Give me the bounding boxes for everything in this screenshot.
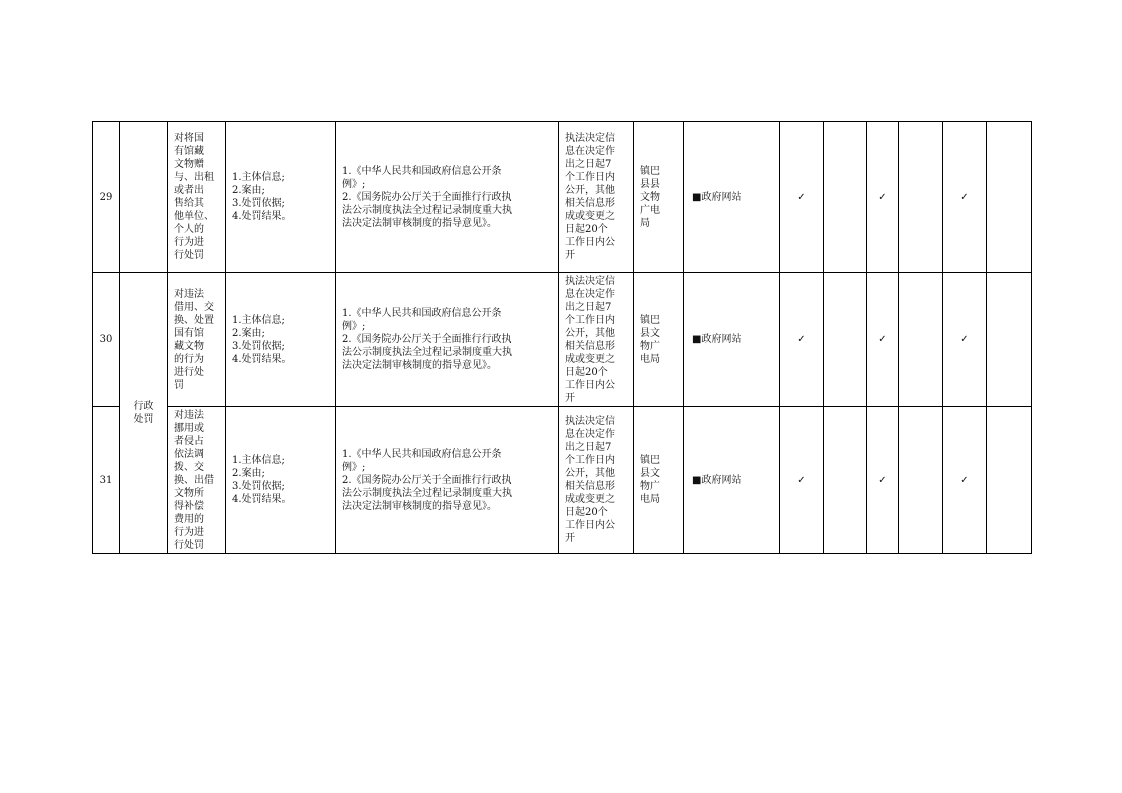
- period-line: 开: [565, 250, 575, 261]
- period-line: 出之日起7: [565, 301, 612, 313]
- basis-line: 2.《国务院办公厅关于全面推行行政执: [342, 191, 512, 203]
- dept-line: 电局: [640, 494, 660, 505]
- period-line: 公开，其他: [565, 185, 615, 196]
- dept-line: 县文: [640, 468, 660, 479]
- basis-line: 法决定法制审核制度的指导意见》。: [342, 217, 497, 229]
- content-line: 3.处罚依据;: [232, 198, 285, 209]
- basis-line: 法公示制度执法全过程记录制度重大执: [342, 204, 512, 216]
- check-mark-icon: ✓: [780, 273, 824, 407]
- period-line: 个工作日内: [565, 455, 615, 466]
- content-line: 3.处罚依据;: [232, 340, 285, 352]
- responsible-department: [634, 273, 684, 407]
- black-square-icon: ■: [692, 191, 702, 203]
- dept-line: 电局: [640, 353, 660, 365]
- empty-cell: [987, 407, 1032, 554]
- period-line: 息在决定作: [565, 146, 615, 157]
- period-line: 息在决定作: [565, 288, 615, 300]
- check-mark-icon: ✓: [867, 273, 899, 407]
- disclosure-channel: [684, 407, 780, 554]
- dept-line: 物广: [640, 481, 660, 492]
- responsible-department: [634, 407, 684, 554]
- item-name: 对将国 有馆藏 文物赠 与、出租 或者出 售给其 他单位、 个人的 行为进 行处罚: [168, 122, 226, 273]
- period-line: 日起20个: [565, 507, 608, 518]
- check-mark-icon: ✓: [780, 407, 824, 554]
- dept-line: 镇巴: [640, 455, 660, 466]
- check-mark-icon: ✓: [943, 273, 987, 407]
- basis-line: 1.《中华人民共和国政府信息公开条: [342, 448, 502, 460]
- period-line: 成或变更之: [565, 211, 615, 222]
- empty-cell: [899, 273, 943, 407]
- disclosure-channel: [684, 273, 780, 407]
- period-line: 执法决定信: [565, 275, 615, 287]
- period-line: 出之日起7: [565, 159, 612, 170]
- period-line: 息在决定作: [565, 429, 615, 440]
- empty-cell: [899, 122, 943, 273]
- period-line: 出之日起7: [565, 442, 612, 453]
- period-line: 公开，其他: [565, 327, 615, 339]
- period-line: 开: [565, 392, 575, 404]
- period-line: 工作日内公: [565, 237, 615, 248]
- row-number: 31: [93, 407, 120, 554]
- basis-line: 法决定法制审核制度的指导意见》。: [342, 500, 497, 512]
- dept-line: 县文: [640, 327, 660, 339]
- content-line: 3.处罚依据;: [232, 481, 285, 492]
- empty-cell: [987, 122, 1032, 273]
- content-line: 4.处罚结果。: [232, 494, 292, 505]
- row-number: 29: [93, 122, 120, 273]
- content-line: 1.主体信息;: [232, 455, 285, 466]
- empty-cell: [899, 407, 943, 554]
- content-line: 2.案由;: [232, 468, 265, 479]
- item-name: 对违法 借用、交 换、处置 国有馆 藏文物 的行为 进行处 罚: [168, 273, 226, 407]
- dept-line: 镇巴: [640, 165, 660, 177]
- item-name: 对违法 挪用或 者侵占 依法调 拨、交 换、出借 文物所 得补偿 费用的 行为进 行处罚: [168, 407, 226, 554]
- basis-line: 法决定法制审核制度的指导意见》。: [342, 360, 497, 371]
- dept-line: 县县: [640, 178, 660, 190]
- disclosure-basis: [336, 407, 559, 554]
- basis-line: 法公示制度执法全过程记录制度重大执: [342, 347, 512, 358]
- check-mark-icon: ✓: [943, 122, 987, 273]
- dept-line: 镇巴: [640, 314, 660, 326]
- content-line: 4.处罚结果。: [232, 353, 292, 365]
- category-line: 行政: [133, 401, 154, 412]
- period-line: 成或变更之: [565, 494, 615, 505]
- category-line: 处罚: [133, 414, 154, 425]
- dept-line: 局: [640, 217, 650, 229]
- period-line: 日起20个: [565, 224, 608, 235]
- disclosure-content: [226, 122, 336, 273]
- disclosure-period: [559, 273, 634, 407]
- empty-cell: [987, 273, 1032, 407]
- category-cell-empty: [120, 122, 168, 273]
- period-line: 工作日内公: [565, 520, 615, 531]
- basis-line: 例》;: [342, 461, 366, 473]
- content-line: 1.主体信息;: [232, 172, 285, 183]
- period-line: 执法决定信: [565, 133, 615, 144]
- black-square-icon: ■: [692, 474, 702, 486]
- basis-line: 例》;: [342, 178, 366, 190]
- disclosure-period: [559, 122, 634, 273]
- check-mark-icon: ✓: [867, 407, 899, 554]
- period-line: 公开，其他: [565, 468, 615, 479]
- disclosure-channel: [684, 122, 780, 273]
- channel-label: 政府网站: [701, 191, 742, 203]
- dept-line: 文物: [640, 191, 660, 203]
- content-line: 2.案由;: [232, 185, 265, 196]
- content-line: 4.处罚结果。: [232, 211, 292, 222]
- table-row: [93, 273, 1032, 407]
- period-line: 日起20个: [565, 366, 608, 378]
- table-row: [93, 122, 1032, 273]
- disclosure-basis: [336, 273, 559, 407]
- basis-line: 1.《中华人民共和国政府信息公开条: [342, 308, 502, 319]
- period-line: 成或变更之: [565, 353, 615, 365]
- empty-cell: [824, 273, 867, 407]
- period-line: 工作日内公: [565, 379, 615, 391]
- disclosure-content: [226, 407, 336, 554]
- disclosure-basis: [336, 122, 559, 273]
- period-line: 相关信息形: [565, 481, 615, 492]
- responsible-department: [634, 122, 684, 273]
- category-cell: [120, 273, 168, 554]
- content-line: 2.案由;: [232, 327, 265, 339]
- basis-line: 2.《国务院办公厅关于全面推行行政执: [342, 474, 512, 486]
- empty-cell: [824, 122, 867, 273]
- disclosure-table: [92, 121, 1032, 554]
- period-line: 相关信息形: [565, 340, 615, 352]
- basis-line: 2.《国务院办公厅关于全面推行行政执: [342, 334, 512, 345]
- check-mark-icon: ✓: [943, 407, 987, 554]
- disclosure-content: [226, 273, 336, 407]
- content-line: 1.主体信息;: [232, 314, 285, 326]
- period-line: 开: [565, 533, 575, 544]
- basis-line: 例》;: [342, 321, 366, 332]
- period-line: 个工作日内: [565, 172, 615, 183]
- check-mark-icon: ✓: [867, 122, 899, 273]
- empty-cell: [824, 407, 867, 554]
- channel-label: 政府网站: [701, 474, 742, 486]
- basis-line: 法公示制度执法全过程记录制度重大执: [342, 487, 512, 499]
- row-number: 30: [93, 273, 120, 407]
- channel-label: 政府网站: [701, 334, 742, 345]
- period-line: 个工作日内: [565, 314, 615, 326]
- period-line: 执法决定信: [565, 416, 615, 427]
- basis-line: 1.《中华人民共和国政府信息公开条: [342, 165, 502, 177]
- dept-line: 广电: [640, 204, 660, 216]
- disclosure-period: [559, 407, 634, 554]
- table-row: [93, 407, 1032, 554]
- period-line: 相关信息形: [565, 198, 615, 209]
- black-square-icon: ■: [692, 334, 702, 345]
- dept-line: 物广: [640, 340, 660, 352]
- check-mark-icon: ✓: [780, 122, 824, 273]
